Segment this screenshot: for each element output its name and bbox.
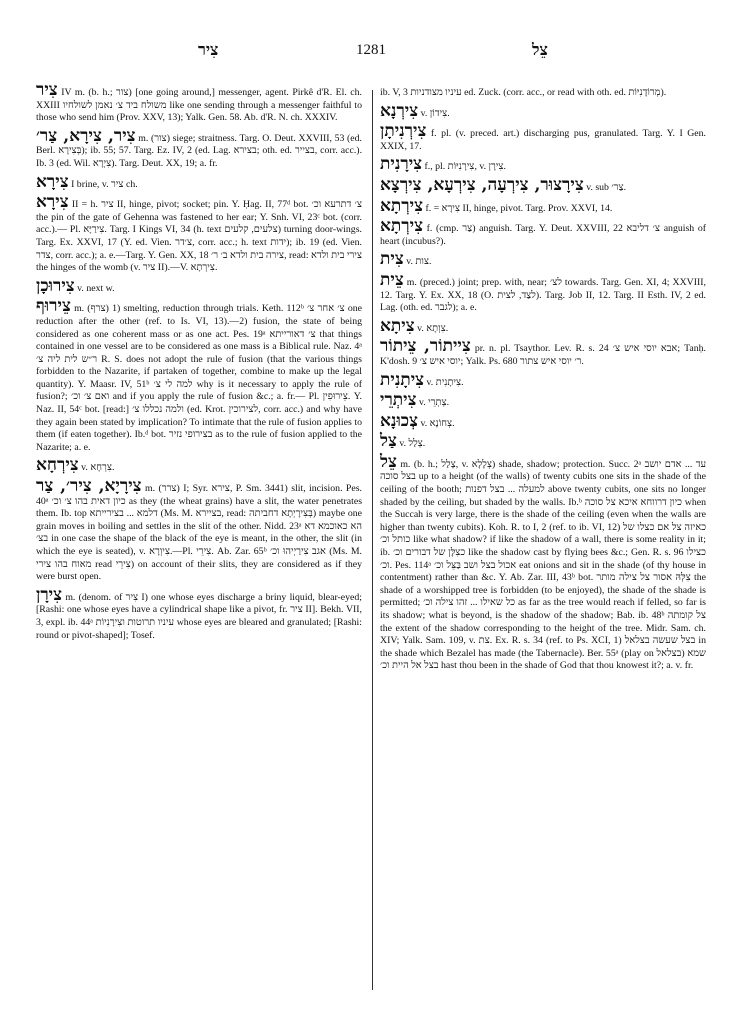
dictionary-entry (380, 390, 706, 411)
headword: צִירְתָא (380, 216, 423, 237)
left-column (36, 80, 363, 647)
headword: צִיתָנִית (380, 369, 425, 390)
dictionary-entry (380, 100, 706, 121)
entry-text: v. next w. (77, 282, 115, 294)
entry-text: II = h. ציר II, hinge, pivot; socket; pin. Y. Ḥag. II, 77ᵈ bot. צ׳ דתרעא וכ׳ the pin of the gate of Gehenna was fastened to her ear; Y. Snh. VI, 23ᶜ bot. (corr. acc.).— Pl. צִירַיָּא. Targ. I Kings VI, 34 (h. text צלעים, קלעים) turning door-wings. Targ. Ex. XXVI, 17 (Y. ed. Vien. צ׳דר, corr. acc.; h. text ידות); ib. 19 (ed. Vien. צדר, corr. acc.); a. e.—Targ. Y. Gen. XX, 18 צירה בית ולדא ב׳ ר׳, read: צירי בית ולדא the hinges of the womb (v. ציר II).—V. צִירְתָא. (36, 199, 363, 274)
dictionary-entry (380, 269, 706, 315)
dictionary-entry (36, 275, 362, 296)
dictionary-entry (380, 174, 706, 195)
entry-text: f., pl. צִירָנִיּוֹת, v. צִירָן. (424, 161, 506, 173)
entry-text: m. (b. h.; צָלַל, v. צְלָלָא) shade, shadow; protection. Succ. 2ᵃ עד ... אדם יושב בצל סוכה up to a height (of the walls) of twenty cubits one sits in the shade of the ceiling of the booth; למעלה ... בצל דפנות above twenty cubits, one sits no longer shaded by the ceiling, but shaded by the walls. Ib.ᵇ כיון דרווחא איכא צל סוכה when the Succah is very large, there is the shade of the ceiling (even when the walls are higher than twenty cubits). Koh. R. to I, 2 (ref. to ib. VI, 12) כאיזה צל אם כצלו של כותל וכ׳ like what shadow? if like the shadow of a wall, there is some reality in it; ib. כצִלָּן של דבורים וכ׳ like the shadow cast by flying bees &c.; Gen. R. s. 96 כצילו וכ׳. Pes. 114ᵃ אכול בצל ושב בַּצֵּל וכ׳ eat onions and sit in the shade (of thy house in contentment) rather than &c. Y. Ab. Zar. III, 43ᵇ bot. צִלְּהּ אסור צל צילה מותר the shade of a worshipped tree is forbidden (to be enjoyed), the shade of the shade is permitted; כל שאילו ... זהו צילה וכ׳ as far as the tree would reach if felled, so far is its shadow; what is beyond, is the shadow of the shadow; Bab. ib. 48ᵇ צל קומתה the extent of the shadow corresponding to the height of the tree. Midr. Sam. ch. XIV; Yalk. Sam. 109, v. צת. Ex. R. s. 34 (ref. to Ps. XCI, 1) בצל שעשה בצלאל in the shade which Bezalel has made (the Tabernacle). Ber. 55ᵃ (play on בצלאל) שמא בצל אל היית וכ׳ hast thou been in the shade of God that thou knowest it?; a. v. fr. (380, 458, 707, 672)
entry-text: v. צְתְרֵי. (419, 397, 450, 409)
entry-text: f. pl. (v. preced. art.) discharging pus, granulated. Targ. Y. I Gen. XXIX, 17. (380, 128, 707, 152)
dictionary-entry (380, 216, 706, 248)
entry-text: m. (denom. of צִיר I) one whose eyes discharge a briny liquid, blear-eyed; [Rashi: one whose eyes have a cylindrical shape like a pivot, fr. ציר II]. Bekh. VII, 3, expl. ib. 44ᵃ עיניו תרוטות וצִירָנִיוֹת whose eyes are bleared and granulated; [Rashi: round or pivot-shaped]; Tosef. (36, 591, 362, 641)
dictionary-entry (36, 476, 363, 584)
entry-text: m. (צרר) I; Syr. צירא, P. Sm. 3441) slit, incision. Pes. 40ᵃ כיון דאית בהו צ׳ וכ׳ as they (the wheat grains) have a slit, the water penetrates them. Ib. top דלמא ... בצירייתא (Ms. M. בציירא, read: בְּצִירָיְתָא דחביתה) maybe one grain moves in boiling and settles in the slit of the other. Nidd. 23ᵃ הא כאוכמא דא בצ׳ in one case the shape of the black of the eye is meant, in the other, the slit (in which the eye is seated), v. צִיוְרָא.—Pl. צִירֵי. Ab. Zar. 65ᵇ אגב צִירַיְיהוּ וכ׳ (Ms. M. מאוח בהו צירי read צִירֵי) on account of their slits, they are considered as if they were burst open. (36, 483, 363, 583)
headword: צִיר (36, 80, 58, 100)
dictionary-entry (36, 125, 363, 171)
entry-text: ib. V, 3 עיניו מצודניות ed. Zuck. (corr. acc., or read with oth. ed. מְרוֹדָנִיּוֹת). (380, 87, 667, 98)
entry-text: I brine, v. ציר ch. (71, 178, 138, 190)
headword: צִירָא (36, 192, 69, 213)
dictionary-entry (380, 431, 706, 452)
right-column (380, 84, 706, 678)
page-number: 1281 (356, 42, 386, 58)
entry-text: v. צִוְתָא. (417, 322, 449, 334)
running-header (0, 42, 750, 68)
headword: צִיתְרֵי (380, 390, 417, 411)
headword: צִירְחָא (36, 455, 79, 476)
headword: צִית (380, 249, 404, 270)
headword: צִירָיָא, צִיר׳, צַר (36, 476, 142, 497)
dictionary-entry (380, 315, 706, 336)
dictionary-entry (380, 121, 707, 153)
headword: צְכוּנָא (380, 410, 419, 431)
entry-text: pr. n. pl. Tsaythor. Lev. R. s. 24 אבא יוסי איש צ׳; Tanḥ. K'dosh. 9 יוסי איש צ׳; Yalk. Ps. 680 ר׳ יוסי איש צתור. (380, 343, 706, 367)
dictionary-entry (36, 192, 363, 275)
dictionary-entry (380, 154, 706, 175)
headword: צִירְתָא (380, 195, 423, 216)
headword: צִירְנָא (380, 100, 419, 121)
headword: צַל (380, 431, 397, 452)
entry-text: m. (צור) siege; straitness. Targ. O. Deut. XXVIII, 53 (ed. Berl. בְּצִירָא); ib. 55; 57. Targ. Ez. IV, 2 (ed. Lag. בצירא; oth. ed. בצייר, corr. acc.). Ib. 3 (ed. Wil. צִיְרָא). Targ. Deut. XX, 19; a. fr. (36, 132, 363, 169)
dictionary-entry (380, 451, 707, 673)
dictionary-entry (36, 80, 362, 125)
dictionary-entry (36, 455, 362, 476)
dictionary-entry (380, 410, 706, 431)
headword: צִירָא (36, 171, 69, 192)
headword: צֵית (380, 269, 404, 290)
entry-text: v. צִידוֹן. (420, 107, 450, 119)
headword: צִירָן (36, 584, 63, 605)
dictionary-entry (380, 84, 706, 100)
dictionary-entry (380, 369, 706, 390)
dictionary-entry (380, 249, 706, 270)
dictionary-entry (36, 171, 362, 192)
entry-text: m. (preced.) joint; prep. with, near; לצ׳ towards. Targ. Gen. XI, 4; XXVIII, 12. Targ. Y. Ex. XX, 18 (O. לצַד, לצית). Targ. Job II, 12. Targ. II Esth. IV, 2 ed. Lag. (oth. ed. לגבר); a. e. (380, 276, 706, 314)
entry-text: f. = צִירָא II, hinge, pivot. Targ. Prov. XXVI, 14. (425, 202, 613, 214)
entry-text: v. צות. (406, 256, 432, 268)
headword: צֵל (380, 451, 397, 472)
headword: צִירָצוּר, צִירְעָה, צִירְעָא, צִירְצָא (380, 174, 584, 195)
headword: צִירוּכָן (36, 275, 75, 296)
entry-text: v. צִרְחָא. (81, 462, 115, 474)
entry-text: v. צִיתָנִית. (426, 376, 464, 388)
dictionary-entry (380, 336, 706, 368)
entry-text: v. צְחוֹנָא. (420, 417, 455, 429)
entry-text: IV m. (b. h.; צור) [one going around,] messenger, agent. Pirkê d'R. El. ch. XXIII משולח ביד צ׳ נאמן לשולחיו like one sending through a messenger faithful to those who send him (Prov. XXV, 13); Yalk. Gen. 58. Ab. d'R. N. ch. XXXIV. (36, 87, 362, 124)
headword: צֵירוּף (36, 296, 71, 317)
entry-text: v. צְלַל. (399, 438, 426, 450)
entry-text: f. (cmp. צַר) anguish. Targ. Y. Deut. XXVIII, 22 צ׳ דליבא anguish of heart (incubus?). (380, 223, 706, 247)
headword: צִיר, צִירָא, צַר׳ (36, 125, 136, 146)
dictionary-entry (36, 296, 363, 454)
headword: צִיתָא (380, 315, 415, 336)
header-right-word: צֵל (532, 42, 548, 59)
dictionary-entry (36, 584, 362, 642)
column-divider (372, 90, 373, 990)
headword: צִירָנִית (380, 154, 423, 175)
headword: צִירְנִיתָן (380, 121, 427, 142)
header-left-word: צִיר (198, 42, 219, 59)
dictionary-entry (380, 195, 706, 216)
entry-text: v. sub צַר׳. (586, 181, 627, 193)
headword: צִייתוֹר, צֵיתוֹר (380, 336, 471, 357)
entry-text: m. (צרף) 1) smelting, reduction through trials. Keth. 112ᵇ צ׳ אחר צ׳ one reduction after the other (ref. to Is. VI, 13).—2) fusion, the state of being considered as one coherent mass or as one act. Pes. 19ᵃ צ׳ דאורייתא that things contained in one vessel are to be considered as one mass is a Biblical rule. Naz. 4ᵃ ר״ש לית ליה צ׳ R. S. does not adopt the rule of fusion (that the various things forbidden to the Nazarite, if partaken of together, combine to make up the legal quantity). Y. Maasr. IV, 51ᵇ למה לי צ׳ why is it necessary to apply the rule of fusion?; ואם צ׳ וכ׳ and if you apply the rule of fusion &c.; a. fr.— Pl. צֵירוּפִין. Y. Naz. II, 54ᶜ bot. [read:] ולמה נכללו צ׳ (ed. Krot. לצירוכין, corr. acc.) and why have they again been stated by implication? To intimate that the rule of fusion applies to them (if eaten together). Ib.ᵈ bot. בצירופי נזיר as to the rule of fusion applied to the Nazarite; a. e. (36, 303, 363, 453)
